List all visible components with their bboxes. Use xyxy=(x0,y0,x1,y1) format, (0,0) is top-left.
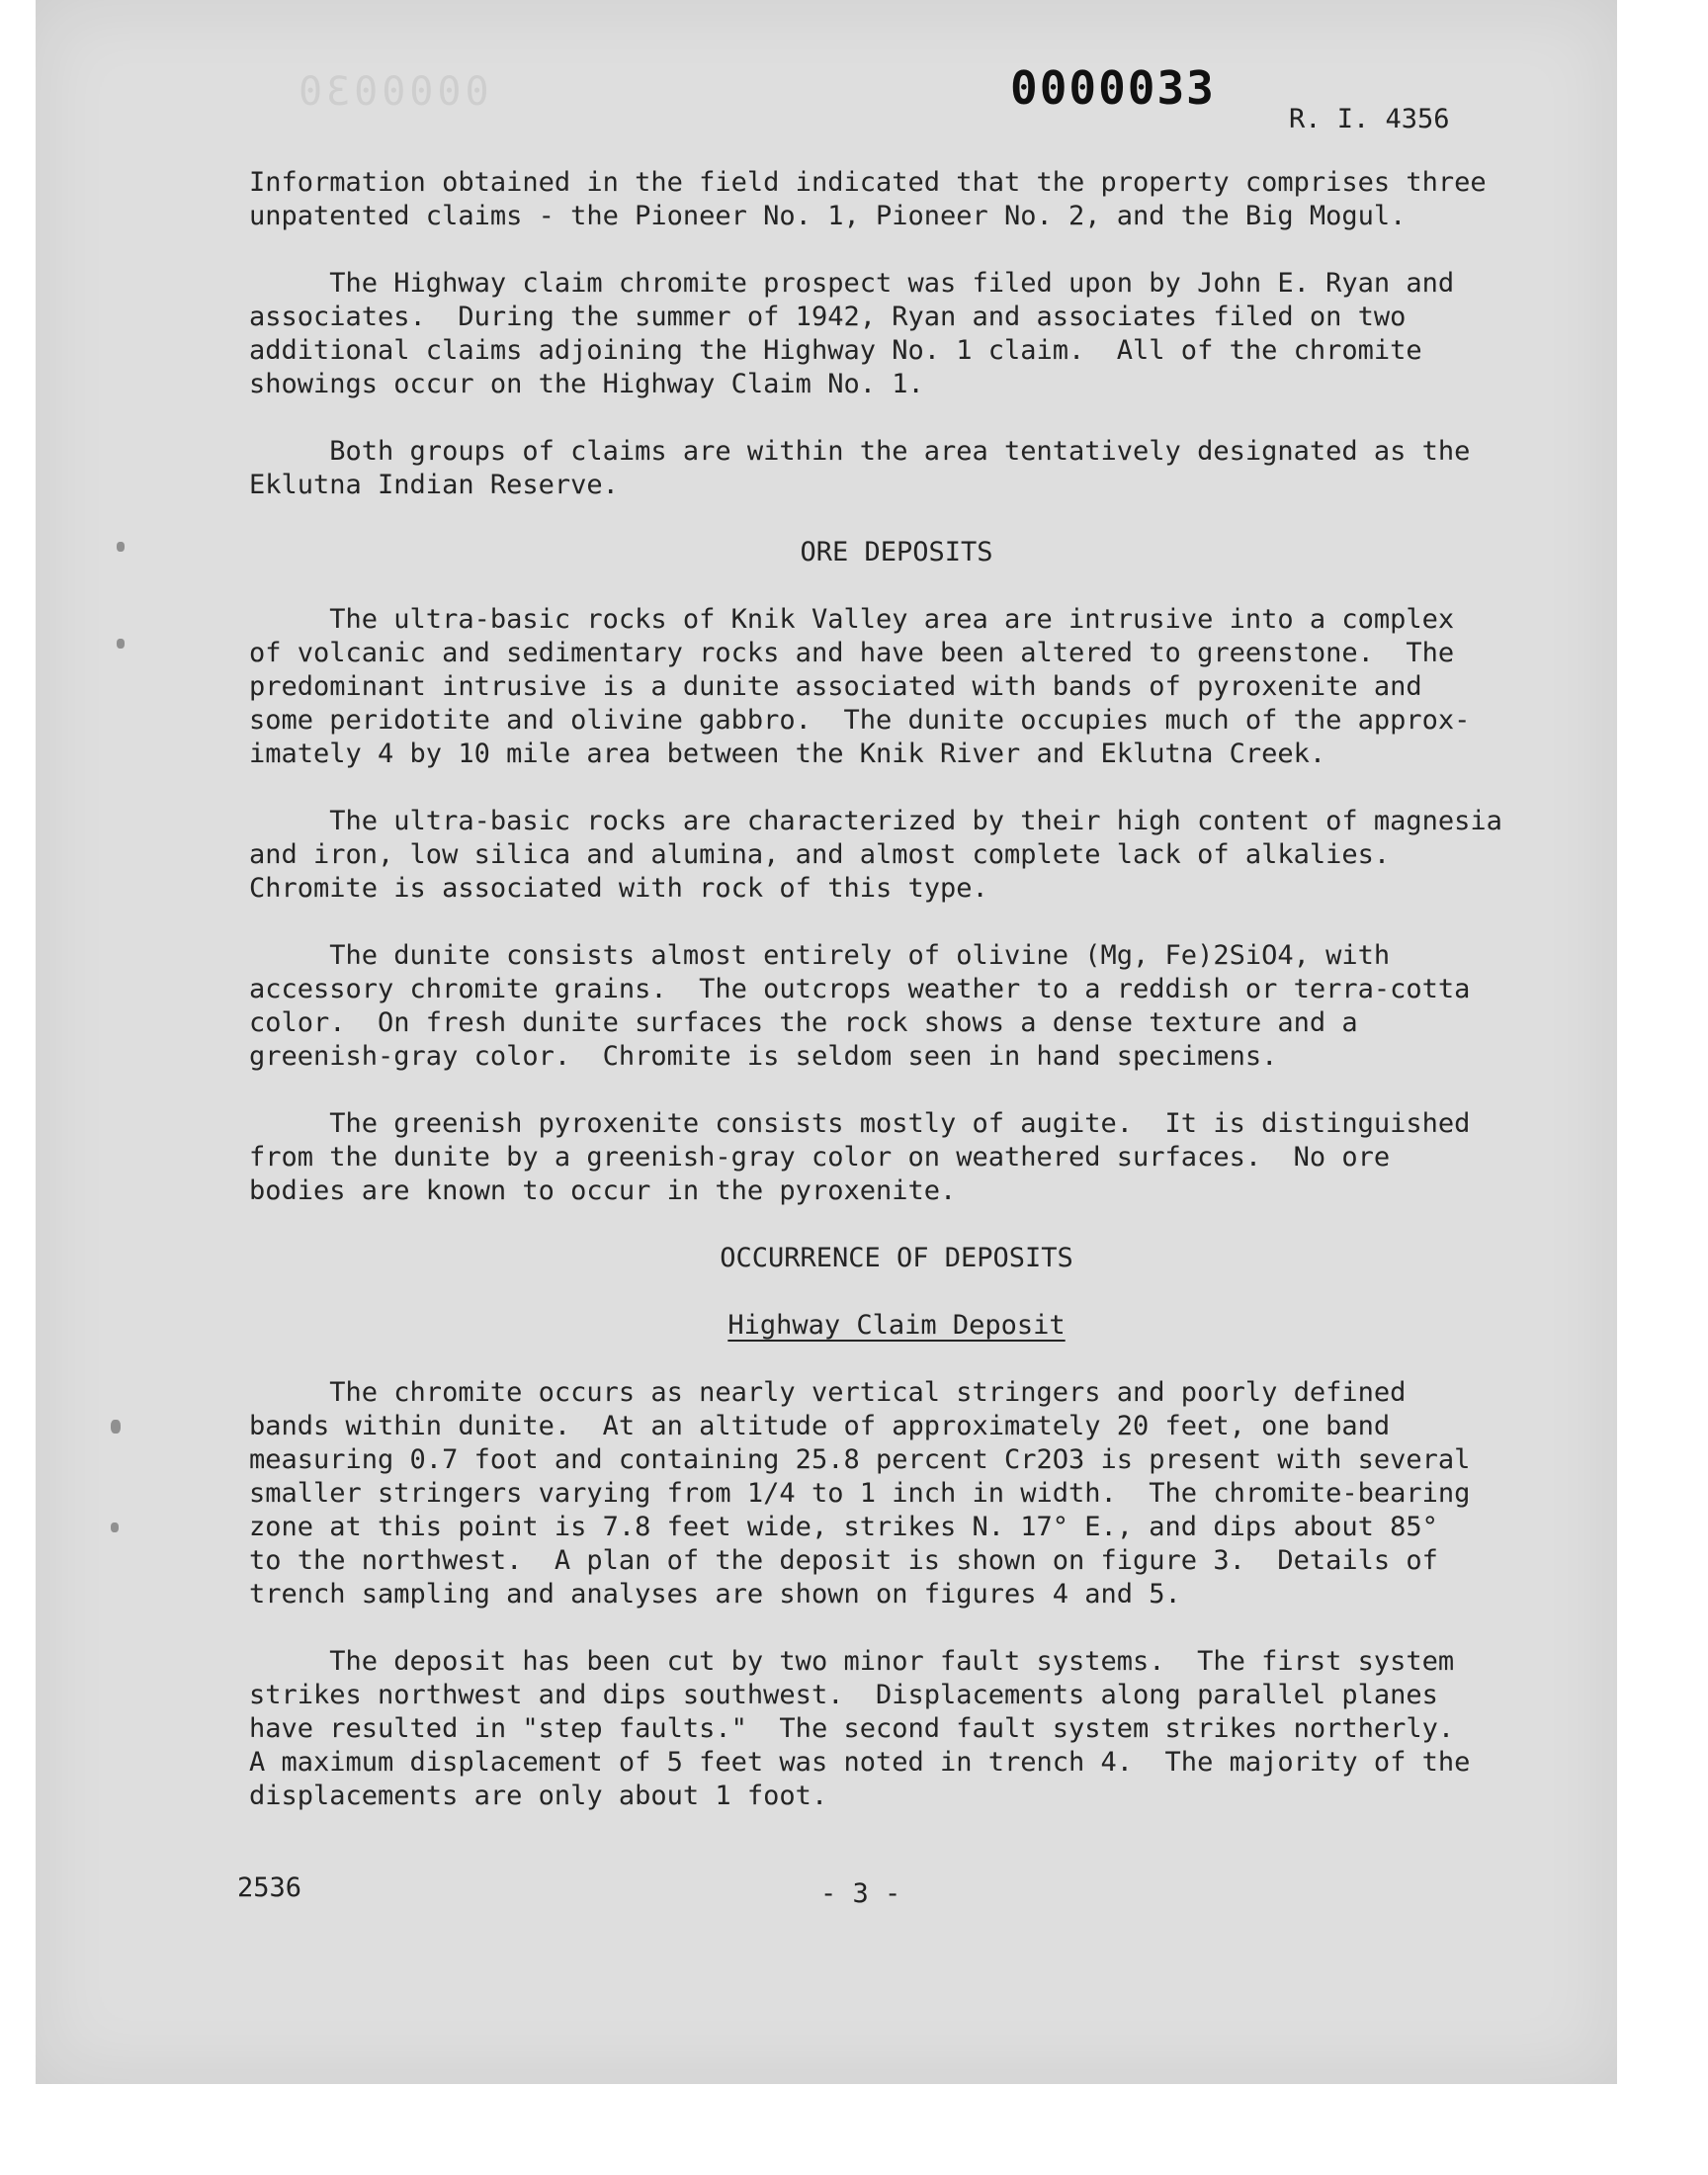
paragraph-rock-composition: The ultra-basic rocks are characterized by their high content of magnesia and iron, low silica and alumina, and almost complete lack of alkalies. Chromite is associated with rock of this type. xyxy=(249,806,1502,904)
paragraph-chromite-occurrence: The chromite occurs as nearly vertical stringers and poorly defined bands within dunite. At an altitude of approximately 20 feet, one band measuring 0.7 foot and containing 25.8 percent Cr2O3 is present with several smaller stringers varying from 1/4 to 1 inch in width. The chromite-bearing zone at this point is 7.8 feet wide, strikes N. 17° E., and dips about 85° to the northwest. A plan of the deposit is shown on figure 3. Details of trench sampling and analyses are shown on figures 4 and 5. xyxy=(249,1377,1471,1610)
subheading-highway-claim-deposit xyxy=(249,1309,1544,1343)
subheading-text: Highway Claim Deposit xyxy=(727,1310,1066,1341)
paragraph-ultra-basic-rocks: The ultra-basic rocks of Knik Valley area are intrusive into a complex of volcanic and sedimentary rocks and have been altered to greenstone. The predominant intrusive is a dunite associated with bands of pyroxenite and some peridotite and olivine gabbro. The dunite occupies much of the approx- imately 4 by 10 mile area between the Knik River and Eklutna Creek. xyxy=(249,604,1471,769)
scan-speck xyxy=(117,542,125,552)
scan-speck xyxy=(117,639,125,649)
footer-document-number: 2536 xyxy=(237,1872,302,1903)
report-identifier: R. I. 4356 xyxy=(1289,104,1450,134)
paragraph-claims: Information obtained in the field indicated that the property comprises three unpatented claims - the Pioneer No. 1, Pioneer No. 2, and the Big Mogul. xyxy=(249,167,1487,231)
section-heading-occurrence: OCCURRENCE OF DEPOSITS xyxy=(720,1243,1073,1273)
document-serial-number: 0000033 xyxy=(1010,61,1216,115)
bleed-through-serial: 0000030 xyxy=(295,69,489,115)
paragraph-pyroxenite: The greenish pyroxenite consists mostly of augite. It is distinguished from the dunite by a greenish-gray color on weathered surfaces. No ore bodies are known to occur in the pyroxenite. xyxy=(249,1108,1471,1206)
page-number: - 3 - xyxy=(820,1878,901,1909)
paragraph-dunite: The dunite consists almost entirely of olivine (Mg, Fe)2SiO4, with accessory chromite grains. The outcrops weather to a reddish or terra-cotta color. On fresh dunite surfaces the rock shows a dense texture and a greenish-gray color. Chromite is seldom seen in hand specimens. xyxy=(249,940,1471,1072)
section-heading-ore-deposits: ORE DEPOSITS xyxy=(800,537,993,567)
paragraph-reserve: Both groups of claims are within the area tentatively designated as the Eklutna Indian Reserve. xyxy=(249,436,1471,500)
document-body xyxy=(249,166,1544,1813)
paragraph-fault-systems: The deposit has been cut by two minor fault systems. The first system strikes northwest and dips southwest. Displacements along parallel planes have resulted in "step faults." The second fault system strikes northerly. A maximum displacement of 5 feet was noted in trench 4. The majority of the displacements are only about 1 foot. xyxy=(249,1646,1471,1811)
scan-speck xyxy=(111,1420,121,1434)
scan-speck xyxy=(111,1522,119,1532)
paragraph-highway-claim: The Highway claim chromite prospect was filed upon by John E. Ryan and associates. During the summer of 1942, Ryan and associates filed on two additional claims adjoining the Highway No. 1 claim. All of the chromite showings occur on the Highway Claim No. 1. xyxy=(249,268,1455,399)
